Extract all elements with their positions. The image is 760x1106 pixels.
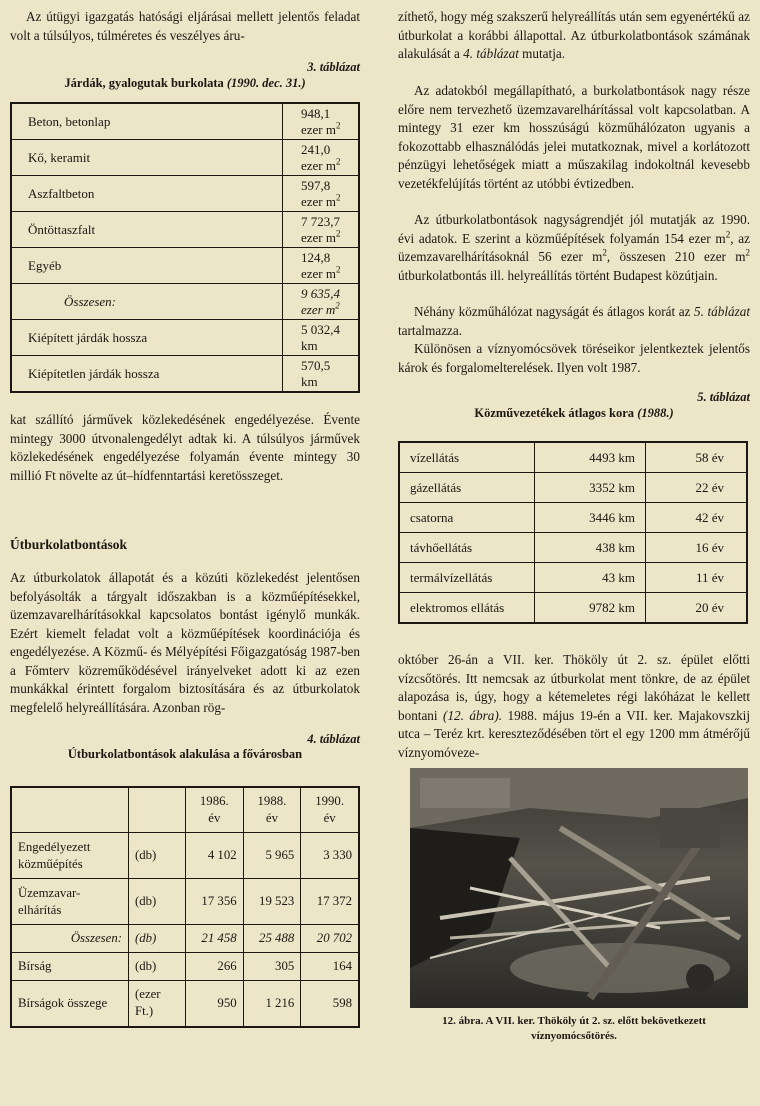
table5-length: 3352 km (535, 473, 646, 503)
table4-unit: (db) (129, 879, 186, 925)
table4-value: 19 523 (243, 879, 301, 925)
section-heading: Útburkolatbontások (10, 537, 128, 552)
table5 (398, 441, 748, 624)
paragraph-1990-data: Az útburkolatbontások nagyságrendjét jól mutatják az 1990. évi adatok. E szerint a közműépítések folyamán 154 ezer $m^2$, az üzemzavarelhárításoknál 56 ezer $m^2$, összesen 210 ezer $m^2$ útburkolatbontás ill. helyreállítás történt Budapest közútjain. (398, 212, 751, 283)
table5-age: 20 év (646, 593, 748, 624)
table5-length: 438 km (535, 533, 646, 563)
table4-value: 17 372 (301, 879, 359, 925)
table-row (11, 953, 359, 981)
table3-number: 3. táblázat (307, 60, 360, 74)
table4-unit: (db) (129, 833, 186, 879)
table5-number: 5. táblázat (697, 390, 750, 404)
table-row (11, 140, 359, 176)
table-row (11, 925, 359, 953)
table-row (11, 176, 359, 212)
photo-illustration (410, 768, 748, 1008)
pipe-break-photo (410, 768, 748, 1008)
table4-unit: (db) (129, 953, 186, 981)
paragraph-permits: kat szállító járművek közlekedésének engedélyezése. Évente mintegy 3000 útvonalengedélyt adtak ki. A túlsúlyos járművek közlekedésének engedélyezése folyamán évente mintegy 30 millió Ft növelte az út–hídfenntartási keretösszeget. (10, 412, 360, 483)
table4-label: Engedélyezett közműépítés (11, 833, 129, 879)
table4-header-row (11, 787, 359, 833)
table5-label: elektromos ellátás (399, 593, 535, 624)
paragraph-network: Néhány közműhálózat nagyságát és átlagos korát az 5. táblázat tartalmazza. (398, 304, 750, 338)
table5-age: 42 év (646, 503, 748, 533)
paragraph-continuation: zíthető, hogy még szakszerű helyreállítás után sem egyenértékű az útburkolat a korábbi állapottal. Az útburkolatbontások számának alakulását a 4. táblázat mutatja. (398, 9, 750, 61)
table-row (11, 981, 359, 1027)
table4-label: Bírság (11, 953, 129, 981)
table3-title-main: Járdák, gyalogutak burkolata (64, 76, 227, 90)
table-row (11, 212, 359, 248)
table3-title (10, 75, 360, 91)
figure-caption: 12. ábra. A VII. ker. Thököly út 2. sz. előtt bekövetkezett víznyomócsőtörés. (442, 1015, 706, 1042)
paragraph-thokoly: október 26-án a VII. ker. Thököly út 2. sz. épület előtti vízcsőtörés. Itt nemcsak az útburkolat ment tönkre, de az épület alapozása is, úgy, hogy a kétemeletes régi lakóházat le kellett bontani (12. ábra). 1988. május 19-én a VII. ker. Majakovszkij utca – Teréz krt. kereszteződésében tört el egy 1200 mm átmérőjű víznyomóveze- (398, 652, 751, 760)
table4-label: Üzemzavar-elhárítás (11, 879, 129, 925)
table-row (399, 442, 747, 473)
table3-label: Egyéb (11, 248, 283, 284)
table3-label: Aszfaltbeton (11, 176, 283, 212)
table3-value: 948,1 ezer $m^2$ (283, 103, 360, 140)
table4-value: 17 356 (186, 879, 244, 925)
table5-label: gázellátás (399, 473, 535, 503)
ref-table5: 5. táblázat (694, 304, 750, 319)
table4-label: Összesen: (11, 925, 129, 953)
table5-length: 9782 km (535, 593, 646, 624)
table-row (11, 833, 359, 879)
table-row (11, 320, 359, 356)
table4-value: 1 216 (243, 981, 301, 1027)
table3-label: Összesen: (11, 284, 283, 320)
table-row (11, 879, 359, 925)
table4-value: 950 (186, 981, 244, 1027)
table5-age: 58 év (646, 442, 748, 473)
paragraph-analysis: Az adatokból megállapítható, a burkolatbontások nagy része előre nem tervezhető üzemzavarelhárítással volt kapcsolatban. A mintegy 31 ezer km hosszúságú közműhálózaton ugyanis a fokozottabb elhasználódás jelei mutatkoznak, mivel a korlátozott pénzügyi lehetőségek miatt a műszakilag indokoltnál kevesebb vezetékfelújítás történt az utóbbi évtizedben. (398, 83, 750, 191)
table3-label: Kő, keramit (11, 140, 283, 176)
table3-label: Öntöttaszfalt (11, 212, 283, 248)
table4-value: 4 102 (186, 833, 244, 879)
table-row (399, 503, 747, 533)
table4-value: 266 (186, 953, 244, 981)
table4-number: 4. táblázat (307, 732, 360, 746)
table4-value: 5 965 (243, 833, 301, 879)
table-row (399, 533, 747, 563)
table5-age: 22 év (646, 473, 748, 503)
table-row (11, 103, 359, 140)
table5-length: 43 km (535, 563, 646, 593)
table5-label: távhőellátás (399, 533, 535, 563)
table4-value: 3 330 (301, 833, 359, 879)
table4-year-header: 1988. év (243, 787, 301, 833)
table3-label: Kiépített járdák hossza (11, 320, 283, 356)
table4-value: 25 488 (243, 925, 301, 953)
table4-value: 21 458 (186, 925, 244, 953)
table5-age: 16 év (646, 533, 748, 563)
table5-age: 11 év (646, 563, 748, 593)
table-row (399, 563, 747, 593)
table4-year-header: 1986. év (186, 787, 244, 833)
ref-figure12: (12. ábra). (443, 707, 503, 723)
table5-label: vízellátás (399, 442, 535, 473)
table4-year-header: 1990. év (301, 787, 359, 833)
table-row (11, 356, 359, 393)
paragraph-roadworks: Az útburkolatok állapotát és a közúti közlekedést jelentősen befolyásolták a tárgyalt időszakban is a közműépítésekkel, üzemzavarelhárításokkal kapcsolatos bontást igénylő munkák. Ezért kiemelt feladat volt a közműépítések koordinációja és engedélyezése. A Közmű- és Mélyépítési Főigazgatóság 1987-ben a Főmterv közreműködésével irányelveket adott ki az ezen munkákkal érintett forgalom biztosítására és az útburkolatok megfelelő helyreállítására. Azonban rög- (10, 570, 360, 715)
intro-paragraph: Az útügyi igazgatás hatósági eljárásai mellett jelentős feladat volt a túlsúlyos, túlméretes és veszélyes áru- (10, 9, 360, 43)
table5-length: 4493 km (535, 442, 646, 473)
table5-length: 3446 km (535, 503, 646, 533)
table3-value: 5 032,4 km (283, 320, 360, 356)
table3-value: 597,8 ezer $m^2$ (283, 176, 360, 212)
table3-value: 241,0 ezer $m^2$ (283, 140, 360, 176)
table4-unit: (db) (129, 925, 186, 953)
table5-label: termálvízellátás (399, 563, 535, 593)
table-row (11, 248, 359, 284)
table3-value: 9 635,4 ezer $m^2$ (283, 284, 360, 320)
table3-label: Beton, betonlap (11, 103, 283, 140)
table3-value: 7 723,7 ezer $m^2$ (283, 212, 360, 248)
table4-value: 305 (243, 953, 301, 981)
table3-title-date: (1990. dec. 31.) (226, 76, 306, 90)
table4-value: 20 702 (301, 925, 359, 953)
table-row (399, 593, 747, 624)
paragraph-pipe-breaks: Különösen a víznyomócsövek töréseikor jelentkeztek jelentős károk és forgalomelterelések. Ilyen volt 1987. (398, 341, 750, 375)
table5-label: csatorna (399, 503, 535, 533)
table4-value: 164 (301, 953, 359, 981)
table3-value: 570,5 km (283, 356, 360, 393)
table3 (10, 102, 360, 393)
table4-value: 598 (301, 981, 359, 1027)
table3-value: 124,8 ezer $m^2$ (283, 248, 360, 284)
table4-unit: (ezer Ft.) (129, 981, 186, 1027)
table-row (11, 284, 359, 320)
table5-title: Közművezetékek átlagos kora (1988.) (474, 406, 674, 420)
table4-label: Bírságok összege (11, 981, 129, 1027)
table-row (399, 473, 747, 503)
table3-label: Kiépítetlen járdák hossza (11, 356, 283, 393)
table4 (10, 786, 360, 1028)
ref-table4: 4. táblázat (463, 46, 519, 61)
table4-title: Útburkolatbontások alakulása a fővárosban (67, 747, 303, 761)
